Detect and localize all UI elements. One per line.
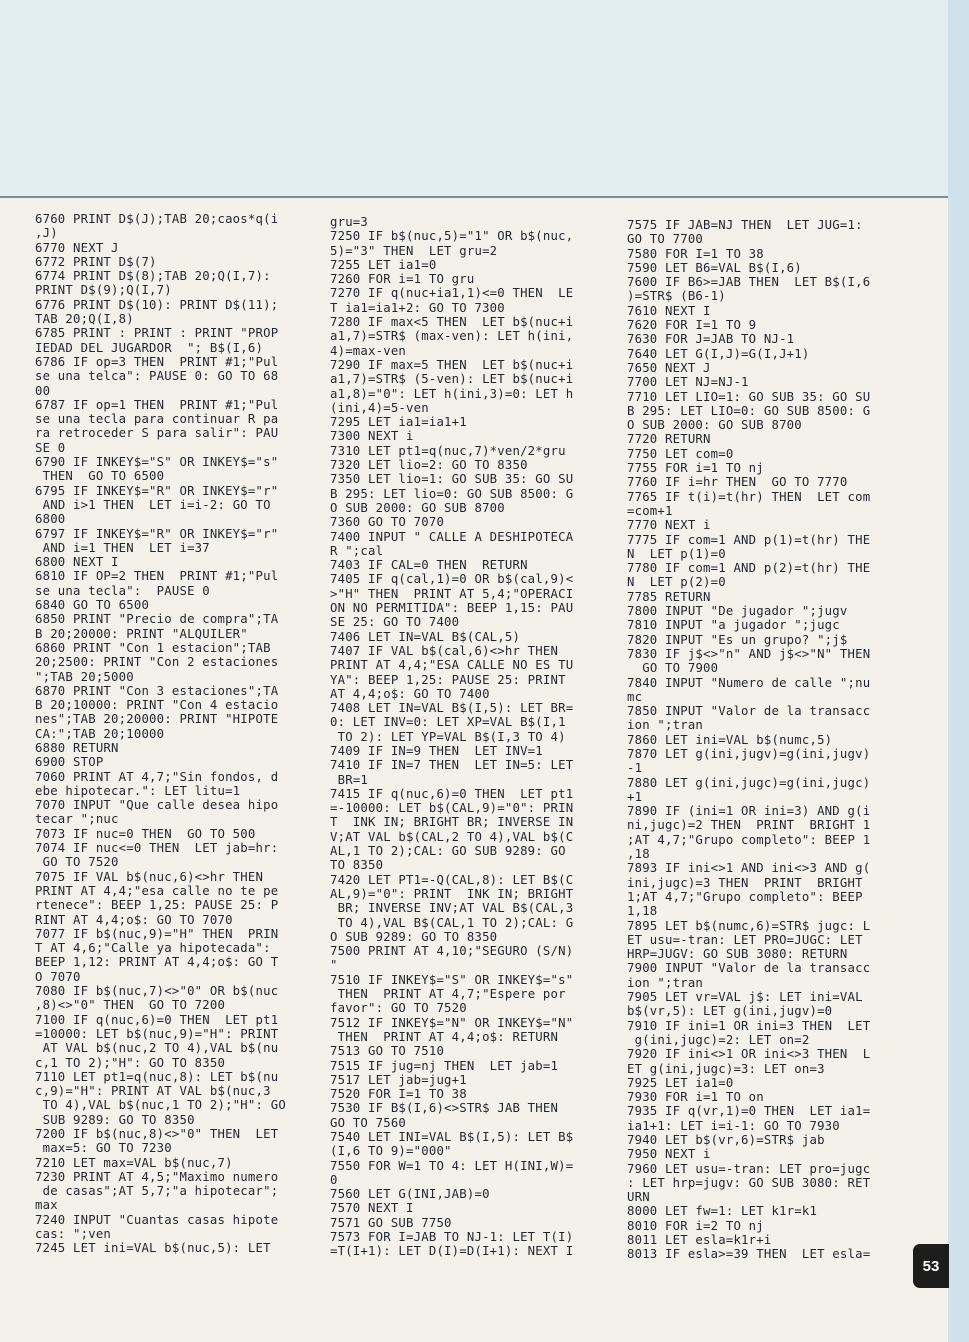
code-line: 7910 IF ini=1 OR ini=3 THEN LET xyxy=(627,1018,871,1033)
code-line: 6900 STOP xyxy=(35,755,104,770)
code-line: 7785 RETURN xyxy=(627,589,711,604)
code-line: T AT 4,6;"Calle ya hipotecada": xyxy=(35,941,271,956)
code-line: 6774 PRINT D$(8);TAB 20;Q(I,7): xyxy=(35,269,271,284)
code-line: 6850 PRINT "Precio de compra";TA xyxy=(35,612,279,627)
code-line: 6772 PRINT D$(7) xyxy=(35,254,157,269)
code-line: THEN PRINT AT 4,4;o$: RETURN xyxy=(330,1029,559,1044)
code-line: 5)="3" THEN LET gru=2 xyxy=(330,243,498,258)
code-line: 8010 FOR i=2 TO nj xyxy=(627,1218,764,1233)
code-line: c,1 TO 2);"H": GO TO 8350 xyxy=(35,1055,226,1070)
code-line: 6840 GO TO 6500 xyxy=(35,598,150,613)
code-line: : LET hrp=jugv: GO SUB 3080: RET xyxy=(627,1175,871,1190)
code-line: =com+1 xyxy=(627,503,673,518)
code-line: ebe hipotecar.": LET litu=1 xyxy=(35,783,241,798)
code-line: T ia1=ia1+2: GO TO 7300 xyxy=(330,300,505,315)
code-line: AT 4,4;o$: GO TO 7400 xyxy=(330,686,490,701)
code-line: BR; INVERSE INV;AT VAL B$(CAL,3 xyxy=(330,901,574,916)
code-line: 00 xyxy=(35,383,51,398)
code-line: 7300 NEXT i xyxy=(330,429,414,444)
code-line: 7820 INPUT "Es un grupo? ";j$ xyxy=(627,632,848,647)
code-line: 7800 INPUT "De jugador ";jugv xyxy=(627,604,848,619)
page-number-tab xyxy=(913,1244,949,1288)
code-line: GO TO 7700 xyxy=(627,232,704,247)
code-line: =T(I+1): LET D(I)=D(I+1): NEXT I xyxy=(330,1244,574,1259)
code-line: 7350 LET lio=1: GO SUB 35: GO SU xyxy=(330,472,574,487)
code-line: B 295: LET lio=0: GO SUB 8500: G xyxy=(330,486,574,501)
code-line: 8013 IF esla>=39 THEN LET esla= xyxy=(627,1247,871,1262)
code-line: T INK IN; BRIGHT BR; INVERSE IN xyxy=(330,815,574,830)
code-line: PRINT D$(9);Q(I,7) xyxy=(35,283,172,298)
code-line: 7255 LET ia1=0 xyxy=(330,257,437,272)
code-line: IEDAD DEL JUGARDOR "; B$(I,6) xyxy=(35,340,264,355)
code-line: ion ";tran xyxy=(627,718,704,733)
code-line: B 20;10000: PRINT "Con 4 estacio xyxy=(35,698,279,713)
code-line: 6770 NEXT J xyxy=(35,240,119,255)
code-line: N LET p(1)=0 xyxy=(627,546,726,561)
code-line: 6860 PRINT "Con 1 estacion";TAB xyxy=(35,640,271,655)
code-line: 7950 NEXT i xyxy=(627,1147,711,1162)
code-line: a1,7)=STR$ (5-ven): LET b$(nuc+i xyxy=(330,372,574,387)
code-line: 6800 xyxy=(35,512,66,527)
code-line: V;AT VAL b$(CAL,2 TO 4),VAL b$(C xyxy=(330,829,574,844)
code-line: (I,6 TO 9)="000" xyxy=(330,1144,452,1159)
code-line: 7230 PRINT AT 4,5;"Maximo numero xyxy=(35,1169,279,1184)
code-line: ion ";tran xyxy=(627,975,704,990)
code-line: TO 2): LET YP=VAL B$(I,3 TO 4) xyxy=(330,729,566,744)
code-line: AND i=1 THEN LET i=37 xyxy=(35,540,210,555)
code-line: 7074 IF nuc<=0 THEN LET jab=hr: xyxy=(35,841,279,856)
code-line: B 295: LET LIO=0: GO SUB 8500: G xyxy=(627,403,871,418)
code-line: BEEP 1,12: PRINT AT 4,4;o$: GO T xyxy=(35,955,279,970)
code-line: 4)=max-ven xyxy=(330,343,407,358)
code-line: (ini,4)=5-ven xyxy=(330,400,429,415)
code-line: ";TAB 20;5000 xyxy=(35,669,134,684)
code-line: 7850 INPUT "Valor de la transacc xyxy=(627,704,871,719)
code-line: SE 25: GO TO 7400 xyxy=(330,615,460,630)
code-line: GO TO 7900 xyxy=(627,661,719,676)
code-line: tecar ";nuc xyxy=(35,812,119,827)
code-line: 7200 IF b$(nuc,8)<>"0" THEN LET xyxy=(35,1127,279,1141)
code-line: N LET p(2)=0 xyxy=(627,575,726,590)
code-line: 0 xyxy=(330,1172,338,1187)
code-line: 7640 LET G(I,J)=G(I,J+1) xyxy=(627,346,810,361)
code-line: AL,1 TO 2);CAL: GO SUB 9289: GO xyxy=(330,844,566,859)
code-line: 7403 IF CAL=0 THEN RETURN xyxy=(330,558,528,573)
code-line: SUB 9289: GO TO 8350 xyxy=(35,1112,195,1127)
code-line: ni,jugc)=2 THEN PRINT BRIGHT 1 xyxy=(627,818,871,833)
code-line: 7513 GO TO 7510 xyxy=(330,1044,445,1059)
code-line: 7408 LET IN=VAL B$(I,5): LET BR= xyxy=(330,701,574,716)
code-line: 8011 LET esla=k1r+i xyxy=(627,1233,772,1248)
code-line: 7515 IF jug=nj THEN LET jab=1 xyxy=(330,1058,559,1073)
code-line: TO 4),VAL b$(nuc,1 TO 2);"H": GO xyxy=(35,1098,286,1113)
code-line: 7100 IF q(nuc,6)=0 THEN LET pt1 xyxy=(35,1012,279,1027)
code-line: )=STR$ (B6-1) xyxy=(627,289,726,304)
code-line: 7250 IF b$(nuc,5)="1" OR b$(nuc, xyxy=(330,229,574,244)
code-line: +1 xyxy=(627,789,643,804)
code-line: se una telca": PAUSE 0: GO TO 68 xyxy=(35,369,279,384)
code-line: 6880 RETURN xyxy=(35,740,119,755)
code-line: 7650 NEXT J xyxy=(627,360,711,375)
code-line: AL,9)="0": PRINT INK IN; BRIGHT xyxy=(330,886,574,901)
code-line: 7560 LET G(INI,JAB)=0 xyxy=(330,1187,490,1202)
code-line: THEN PRINT AT 4,7;"Espere por xyxy=(330,987,566,1002)
code-line: TO 4),VAL B$(CAL,1 TO 2);CAL: G xyxy=(330,915,574,930)
code-line: 6795 IF INKEY$="R" OR INKEY$="r" xyxy=(35,483,279,498)
code-line: 6785 PRINT : PRINT : PRINT "PROP xyxy=(35,326,279,341)
code-line: " xyxy=(330,958,338,973)
code-line: YA": BEEP 1,25: PAUSE 25: PRINT xyxy=(330,672,566,687)
code-line: 7400 INPUT " CALLE A DESHIPOTECA xyxy=(330,529,574,544)
code-line: 7830 IF j$<>"n" AND j$<>"N" THEN xyxy=(627,646,871,661)
code-line: 7760 IF i=hr THEN GO TO 7770 xyxy=(627,475,848,490)
code-line: 6786 IF op=3 THEN PRINT #1;"Pul xyxy=(35,354,279,369)
code-line: PRINT AT 4,4;"ESA CALLE NO ES TU xyxy=(330,658,574,673)
code-line: 7630 FOR J=JAB TO NJ-1 xyxy=(627,332,795,347)
code-line: 7893 IF ini<>1 AND ini<>3 AND g( xyxy=(627,861,871,876)
code-line: ;AT 4,7;"Grupo completo": BEEP 1 xyxy=(627,832,871,847)
code-line: 6810 IF OP=2 THEN PRINT #1;"Pul xyxy=(35,569,279,584)
code-line: 6787 IF op=1 THEN PRINT #1;"Pul xyxy=(35,397,279,412)
code-line: nes";TAB 20;20000: PRINT "HIPOTE xyxy=(35,712,279,727)
code-line: 7571 GO SUB 7750 xyxy=(330,1215,452,1230)
code-line: ,J) xyxy=(35,226,58,241)
code-line: =10000: LET b$(nuc,9)="H": PRINT xyxy=(35,1026,279,1041)
code-line: 7925 LET ia1=0 xyxy=(627,1075,734,1090)
code-line: BR=1 xyxy=(330,772,369,787)
code-line: 6776 PRINT D$(10): PRINT D$(11); xyxy=(35,297,279,312)
code-line: 7310 LET pt1=q(nuc,7)*ven/2*gru xyxy=(330,443,566,458)
code-line: 7240 INPUT "Cuantas casas hipote xyxy=(35,1212,279,1227)
code-line: 7405 IF q(cal,1)=0 OR b$(cal,9)< xyxy=(330,572,574,587)
code-line: ra retroceder S para salir": PAU xyxy=(35,426,279,441)
code-line: favor": GO TO 7520 xyxy=(330,1001,467,1016)
code-line: 7960 LET usu=-tran: LET pro=jugc xyxy=(627,1161,871,1176)
code-line: 7410 IF IN=7 THEN LET IN=5: LET xyxy=(330,758,574,773)
code-line: ON NO PERMITIDA": BEEP 1,15: PAU xyxy=(330,601,574,616)
code-line: O SUB 2000: GO SUB 8700 xyxy=(330,500,505,515)
code-line: 7500 PRINT AT 4,10;"SEGURO (S/N) xyxy=(330,944,574,959)
code-line: 7770 NEXT i xyxy=(627,518,711,533)
code-line: 20;2500: PRINT "Con 2 estaciones xyxy=(35,655,279,670)
code-line: 7295 LET ia1=ia1+1 xyxy=(330,415,467,430)
header-band xyxy=(0,0,969,196)
code-line: ia1+1: LET i=i-1: GO TO 7930 xyxy=(627,1118,840,1133)
code-line: AT VAL b$(nuc,2 TO 4),VAL b$(nu xyxy=(35,1041,279,1056)
code-line: -1 xyxy=(627,761,643,776)
code-line: 7840 INPUT "Numero de calle ";nu xyxy=(627,675,871,690)
code-line: 7905 LET vr=VAL j$: LET ini=VAL xyxy=(627,990,863,1005)
code-line: 7512 IF INKEY$="N" OR INKEY$="N" xyxy=(330,1015,574,1030)
code-line: 1,18 xyxy=(627,904,658,919)
code-line: 7920 IF ini<>1 OR ini<>3 THEN L xyxy=(627,1047,871,1062)
code-line: ini,jugc)=3 THEN PRINT BRIGHT xyxy=(627,875,863,890)
code-line: cas: ";ven xyxy=(35,1227,112,1242)
code-line: GO TO 7560 xyxy=(330,1115,407,1130)
code-line: 7710 LET LIO=1: GO SUB 35: GO SU xyxy=(627,389,871,404)
code-line: 7590 LET B6=VAL B$(I,6) xyxy=(627,260,802,275)
code-line: 7415 IF q(nuc,6)=0 THEN LET pt1 xyxy=(330,786,574,801)
code-line: max xyxy=(35,1198,58,1213)
code-line: a1,7)=STR$ (max-ven): LET h(ini, xyxy=(330,329,574,344)
code-line: 7360 GO TO 7070 xyxy=(330,515,445,530)
code-line: 7890 IF (ini=1 OR ini=3) AND g(i xyxy=(627,804,871,819)
code-line: ,8)<>"0" THEN GO TO 7200 xyxy=(35,998,226,1013)
code-line: 7517 LET jab=jug+1 xyxy=(330,1072,467,1087)
code-line: 7600 IF B6>=JAB THEN LET B$(I,6 xyxy=(627,275,871,290)
code-line: HRP=JUGV: GO SUB 3080: RETURN xyxy=(627,947,848,962)
code-line: 7573 FOR I=JAB TO NJ-1: LET T(I) xyxy=(330,1230,574,1245)
code-line: 7073 IF nuc=0 THEN GO TO 500 xyxy=(35,826,256,841)
code-line: 1;AT 4,7;"Grupo completo": BEEP xyxy=(627,889,863,904)
code-line: 6800 NEXT I xyxy=(35,555,119,570)
code-line: 7755 FOR i=1 TO nj xyxy=(627,461,764,476)
code-line: 7700 LET NJ=NJ-1 xyxy=(627,375,749,390)
code-line: =-10000: LET b$(CAL,9)="0": PRIN xyxy=(330,801,574,816)
code-column-1 xyxy=(35,212,315,1256)
code-line: g(ini,jugc)=2: LET on=2 xyxy=(627,1032,810,1047)
code-line: TAB 20;Q(I,8) xyxy=(35,312,134,327)
code-line: 7860 LET ini=VAL b$(numc,5) xyxy=(627,732,833,747)
code-line: ,18 xyxy=(627,847,650,862)
code-line: CA:";TAB 20;10000 xyxy=(35,726,165,741)
code-line: 7290 IF max=5 THEN LET b$(nuc+i xyxy=(330,357,574,372)
code-line: O 7070 xyxy=(35,969,81,984)
code-line: URN xyxy=(627,1190,650,1205)
code-line: 0: LET INV=0: LET XP=VAL B$(I,1 xyxy=(330,715,566,730)
code-line: 7406 LET IN=VAL B$(CAL,5) xyxy=(330,629,521,644)
code-column-2 xyxy=(330,215,610,1259)
code-line: a1,8)="0": LET h(ini,3)=0: LET h xyxy=(330,386,574,401)
code-line: 7260 FOR i=1 TO gru xyxy=(330,272,475,287)
code-column-3 xyxy=(627,218,909,1262)
code-line: 7930 FOR i=1 TO on xyxy=(627,1090,764,1105)
code-line: ET usu=-tran: LET PRO=JUGC: LET xyxy=(627,932,863,947)
code-line: 7880 LET g(ini,jugc)=g(ini,jugc) xyxy=(627,775,871,790)
code-line: se una tecla": PAUSE 0 xyxy=(35,583,210,598)
code-line: 7075 IF VAL b$(nuc,6)<>hr THEN xyxy=(35,869,264,884)
code-line: 7575 IF JAB=NJ THEN LET JUG=1: xyxy=(627,218,863,232)
code-line: 6797 IF INKEY$="R" OR INKEY$="r" xyxy=(35,526,279,541)
code-line: 7510 IF INKEY$="S" OR INKEY$="s" xyxy=(330,972,574,987)
code-line: 7409 IF IN=9 THEN LET INV=1 xyxy=(330,743,543,758)
code-line: 7320 LET lio=2: GO TO 8350 xyxy=(330,458,528,473)
code-line: R ";cal xyxy=(330,543,384,558)
code-line: 7775 IF com=1 AND p(1)=t(hr) THE xyxy=(627,532,871,547)
code-line: 7935 IF q(vr,1)=0 THEN LET ia1= xyxy=(627,1104,871,1119)
code-line: 7870 LET g(ini,jugv)=g(ini,jugv) xyxy=(627,746,871,761)
code-line: SE 0 xyxy=(35,440,66,455)
code-line: se una tecla para continuar R pa xyxy=(35,412,279,427)
code-line: 7580 FOR I=1 TO 38 xyxy=(627,246,764,261)
code-line: O SUB 2000: GO SUB 8700 xyxy=(627,418,802,433)
code-line: 7900 INPUT "Valor de la transacc xyxy=(627,961,871,976)
code-line: 7780 IF com=1 AND p(2)=t(hr) THE xyxy=(627,561,871,576)
code-line: 7765 IF t(i)=t(hr) THEN LET com xyxy=(627,489,871,504)
code-line: 6870 PRINT "Con 3 estaciones";TA xyxy=(35,683,279,698)
code-line: 7520 FOR I=1 TO 38 xyxy=(330,1087,467,1102)
code-line: 7940 LET b$(vr,6)=STR$ jab xyxy=(627,1133,825,1147)
code-line: 7720 RETURN xyxy=(627,432,711,447)
code-line: 6760 PRINT D$(J);TAB 20;caos*q(i xyxy=(35,212,279,226)
code-line: 7077 IF b$(nuc,9)="H" THEN PRIN xyxy=(35,926,279,941)
code-line: 7550 FOR W=1 TO 4: LET H(INI,W)= xyxy=(330,1158,574,1173)
code-line: 7540 LET INI=VAL B$(I,5): LET B$ xyxy=(330,1130,574,1144)
code-line: B 20;20000: PRINT "ALQUILER" xyxy=(35,626,248,641)
code-line: 7110 LET pt1=q(nuc,8): LET b$(nu xyxy=(35,1069,279,1084)
code-line: TO 8350 xyxy=(330,858,384,873)
code-line: 7750 LET com=0 xyxy=(627,446,734,461)
header-divider xyxy=(0,196,969,198)
code-line: 7245 LET ini=VAL b$(nuc,5): LET xyxy=(35,1241,271,1256)
code-line: 7530 IF B$(I,6)<>STR$ JAB THEN xyxy=(330,1101,559,1116)
code-line: O SUB 9289: GO TO 8350 xyxy=(330,929,498,944)
code-line: b$(vr,5): LET g(ini,jugv)=0 xyxy=(627,1004,833,1019)
code-line: ET g(ini,jugc)=3: LET on=3 xyxy=(627,1061,825,1076)
code-line: 7810 INPUT "a jugador ";jugc xyxy=(627,618,840,633)
code-line: RINT AT 4,4;o$: GO TO 7070 xyxy=(35,912,233,927)
code-line: >"H" THEN PRINT AT 5,4;"OPERACI xyxy=(330,586,574,601)
code-line: 7895 LET b$(numc,6)=STR$ jugc: L xyxy=(627,918,871,933)
code-line: 7080 IF b$(nuc,7)<>"0" OR b$(nuc xyxy=(35,984,279,999)
code-line: THEN GO TO 6500 xyxy=(35,469,165,484)
code-line: 7070 INPUT "Que calle desea hipo xyxy=(35,798,279,813)
code-line: 7610 NEXT I xyxy=(627,303,711,318)
code-line: 7280 IF max<5 THEN LET b$(nuc+i xyxy=(330,315,574,330)
code-line: 7570 NEXT I xyxy=(330,1201,414,1216)
code-line: 7407 IF VAL b$(cal,6)<>hr THEN xyxy=(330,643,559,658)
code-line: AND i>1 THEN LET i=i-2: GO TO xyxy=(35,497,271,512)
code-line: 6790 IF INKEY$="S" OR INKEY$="s" xyxy=(35,455,279,470)
code-line: mc xyxy=(627,689,643,704)
code-line: 7210 LET max=VAL b$(nuc,7) xyxy=(35,1155,233,1170)
code-line: 7620 FOR I=1 TO 9 xyxy=(627,318,757,333)
code-line: 7270 IF q(nuc+ia1,1)<=0 THEN LE xyxy=(330,286,574,301)
code-line: 7060 PRINT AT 4,7;"Sin fondos, d xyxy=(35,769,279,784)
code-line: de casas";AT 5,7;"a hipotecar"; xyxy=(35,1184,279,1199)
code-line: gru=3 xyxy=(330,215,369,229)
code-line: 8000 LET fw=1: LET k1r=k1 xyxy=(627,1204,818,1219)
code-line: 7420 LET PT1=-Q(CAL,8): LET B$(C xyxy=(330,872,574,887)
code-line: max=5: GO TO 7230 xyxy=(35,1141,172,1156)
page-margin-strip xyxy=(948,0,969,1342)
code-line: c,9)="H": PRINT AT VAL b$(nuc,3 xyxy=(35,1084,271,1099)
code-line: PRINT AT 4,4;"esa calle no te pe xyxy=(35,883,279,898)
code-line: rtenece": BEEP 1,25: PAUSE 25: P xyxy=(35,898,279,913)
page-number: 53 xyxy=(922,1257,940,1275)
code-line: GO TO 7520 xyxy=(35,855,119,870)
